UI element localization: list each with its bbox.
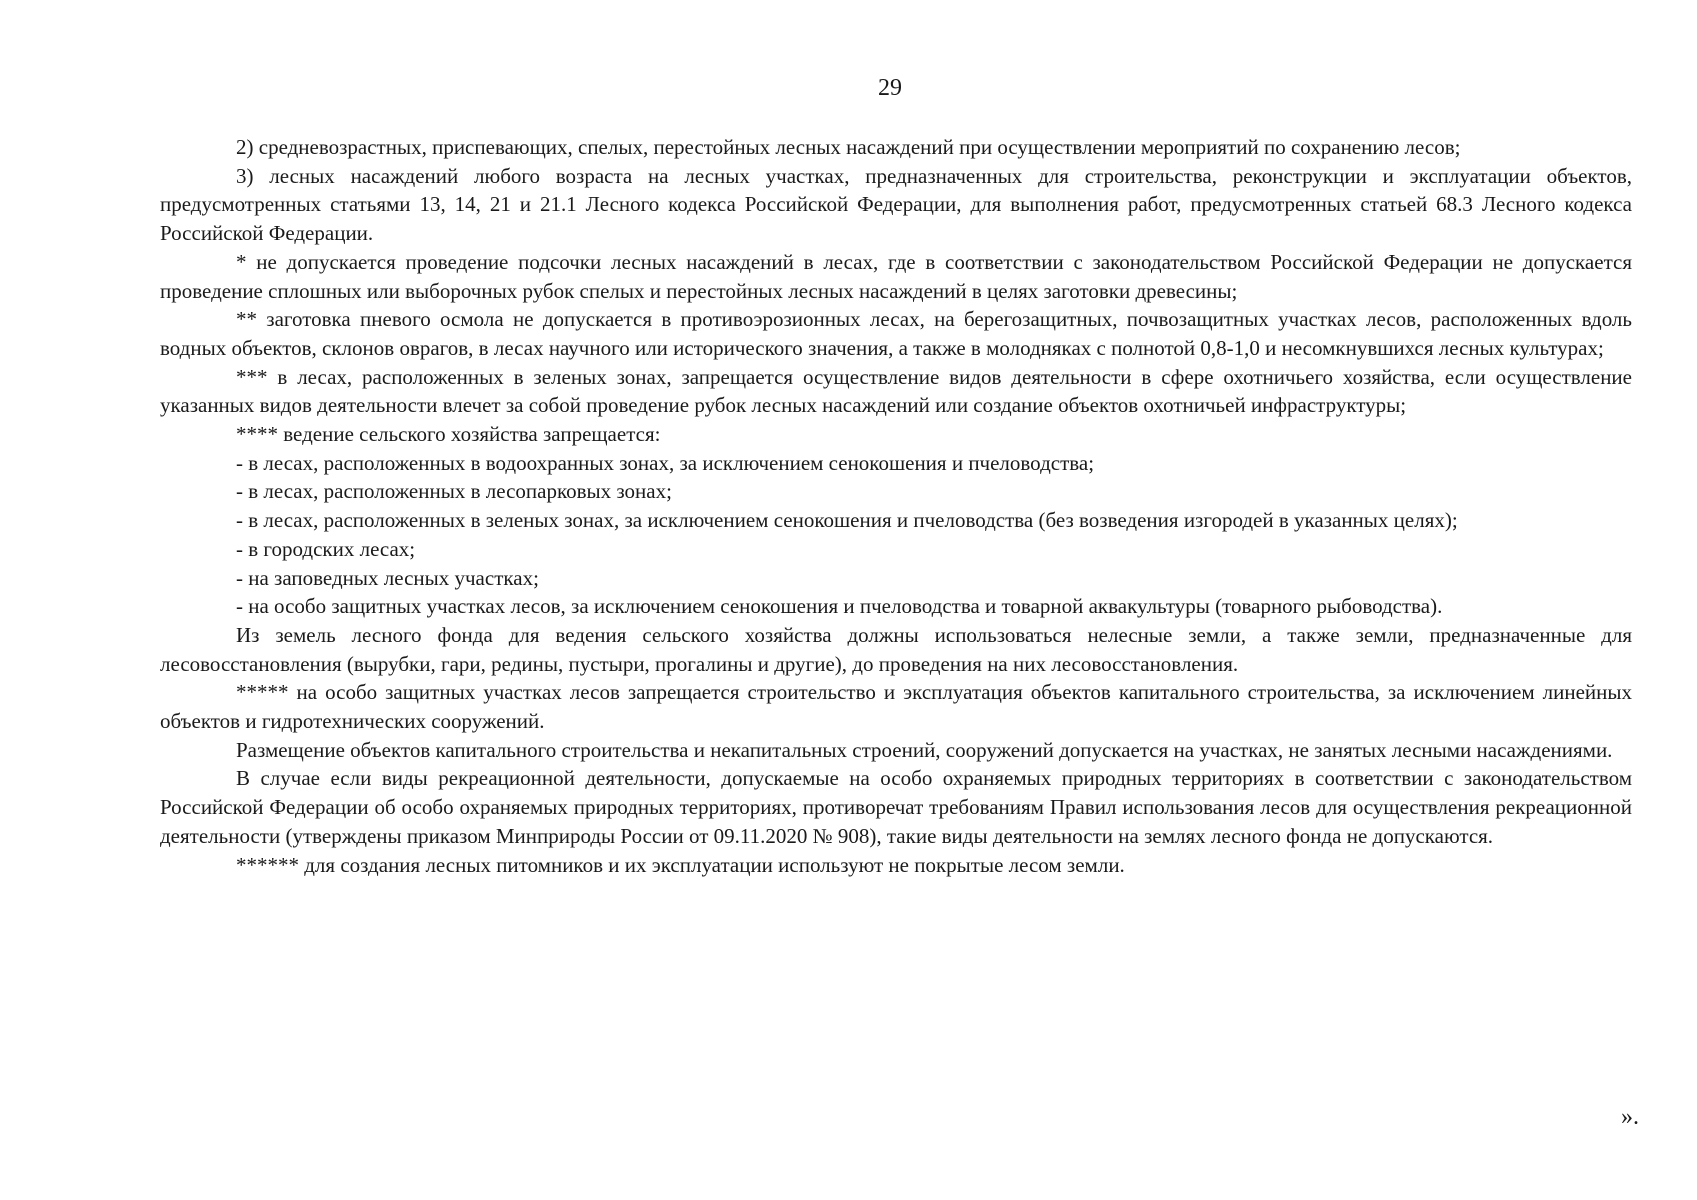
list-item: - на заповедных лесных участках; [236,565,539,590]
list-item: - в городских лесах; [236,536,416,561]
footnote-2: ** заготовка пневого осмола не допускается в противоэрозионных лесах, на берегозащитных, почвозащитных участках лесов, расположенных вдоль водных объектов, склонов оврагов, в лесах научного или исторического значения, а также в молодняках с полнотой 0,8-1,0 и несомкнувшихся лесных культурах; [160,307,1632,360]
footnote-1: * не допускается проведение подсочки лесных насаждений в лесах, где в соответствии с законодательством Российской Федерации не допускается проведение сплошных или выборочных рубок спелых и перестойных лесных насаждений в целях заготовки древесины; [160,249,1632,303]
list-item: - на особо защитных участках лесов, за исключением сенокошения и пчеловодства и товарной аквакультуры (товарного рыбоводства). [236,594,1443,619]
list-item: - в лесах, расположенных в лесопарковых зонах; [236,479,672,504]
footnote-3: *** в лесах, расположенных в зеленых зонах, запрещается осуществление видов деятельности в сфере охотничьего хозяйства, если осуществление указанных видов деятельности влечет за собой проведение рубок лесных насаждений или создание объектов охотничьей инфраструктуры; [160,364,1632,418]
body-paragraph: Из земель лесного фонда для ведения сельского хозяйства должны использоваться нелесные земли, а также земли, предназначенные для лесовосстановления (вырубки, гари, редины, пустыри, прогалины и другие), до проведения на них лесовосстановления. [160,622,1632,676]
body-paragraph: В случае если виды рекреационной деятельности, допускаемые на особо охраняемых природных территориях в соответствии с законодательством Российской Федерации об особо охраняемых природных территориях, противоречат требованиям Правил использования лесов для осуществления рекреационной деятельности (утверждены приказом Минприроды России от 09.11.2020 № 908), такие виды деятельности на землях лесного фонда не допускаются. [160,766,1632,848]
closing-quote-mark: ». [1621,1104,1639,1130]
body-paragraph: Размещение объектов капитального строительства и некапитальных строений, сооружений допускается на участках, не занятых лесными насаждениями. [236,737,1613,762]
paragraph-item-3: 3) лесных насаждений любого возраста на лесных участках, предназначенных для строительства, реконструкции и эксплуатации объектов, предусмотренных статьями 13, 14, 21 и 21.1 Лесного кодекса Российской Федерации, для выполнения работ, предусмотренных статьей 68.3 Лесного кодекса Российской Федерации. [160,163,1632,246]
footnote-5: ***** на особо защитных участках лесов запрещается строительство и эксплуатация объектов капитального строительства, за исключением линейных объектов и гидротехнических сооружений. [160,680,1632,734]
page-number: 29 [878,75,902,101]
footnote-6: ****** для создания лесных питомников и их эксплуатации используют не покрытые лесом земли. [236,852,1125,877]
paragraph-item-2: 2) средневозрастных, приспевающих, спелых, перестойных лесных насаждений при осуществлении мероприятий по сохранению лесов; [236,135,1461,159]
list-item: - в лесах, расположенных в зеленых зонах, за исключением сенокошения и пчеловодства (без возведения изгородей в указанных целях); [236,508,1458,533]
document-body [160,133,1632,879]
list-item: - в лесах, расположенных в водоохранных зонах, за исключением сенокошения и пчеловодства; [236,450,1095,475]
footnote-4: **** ведение сельского хозяйства запрещается: [236,422,661,447]
